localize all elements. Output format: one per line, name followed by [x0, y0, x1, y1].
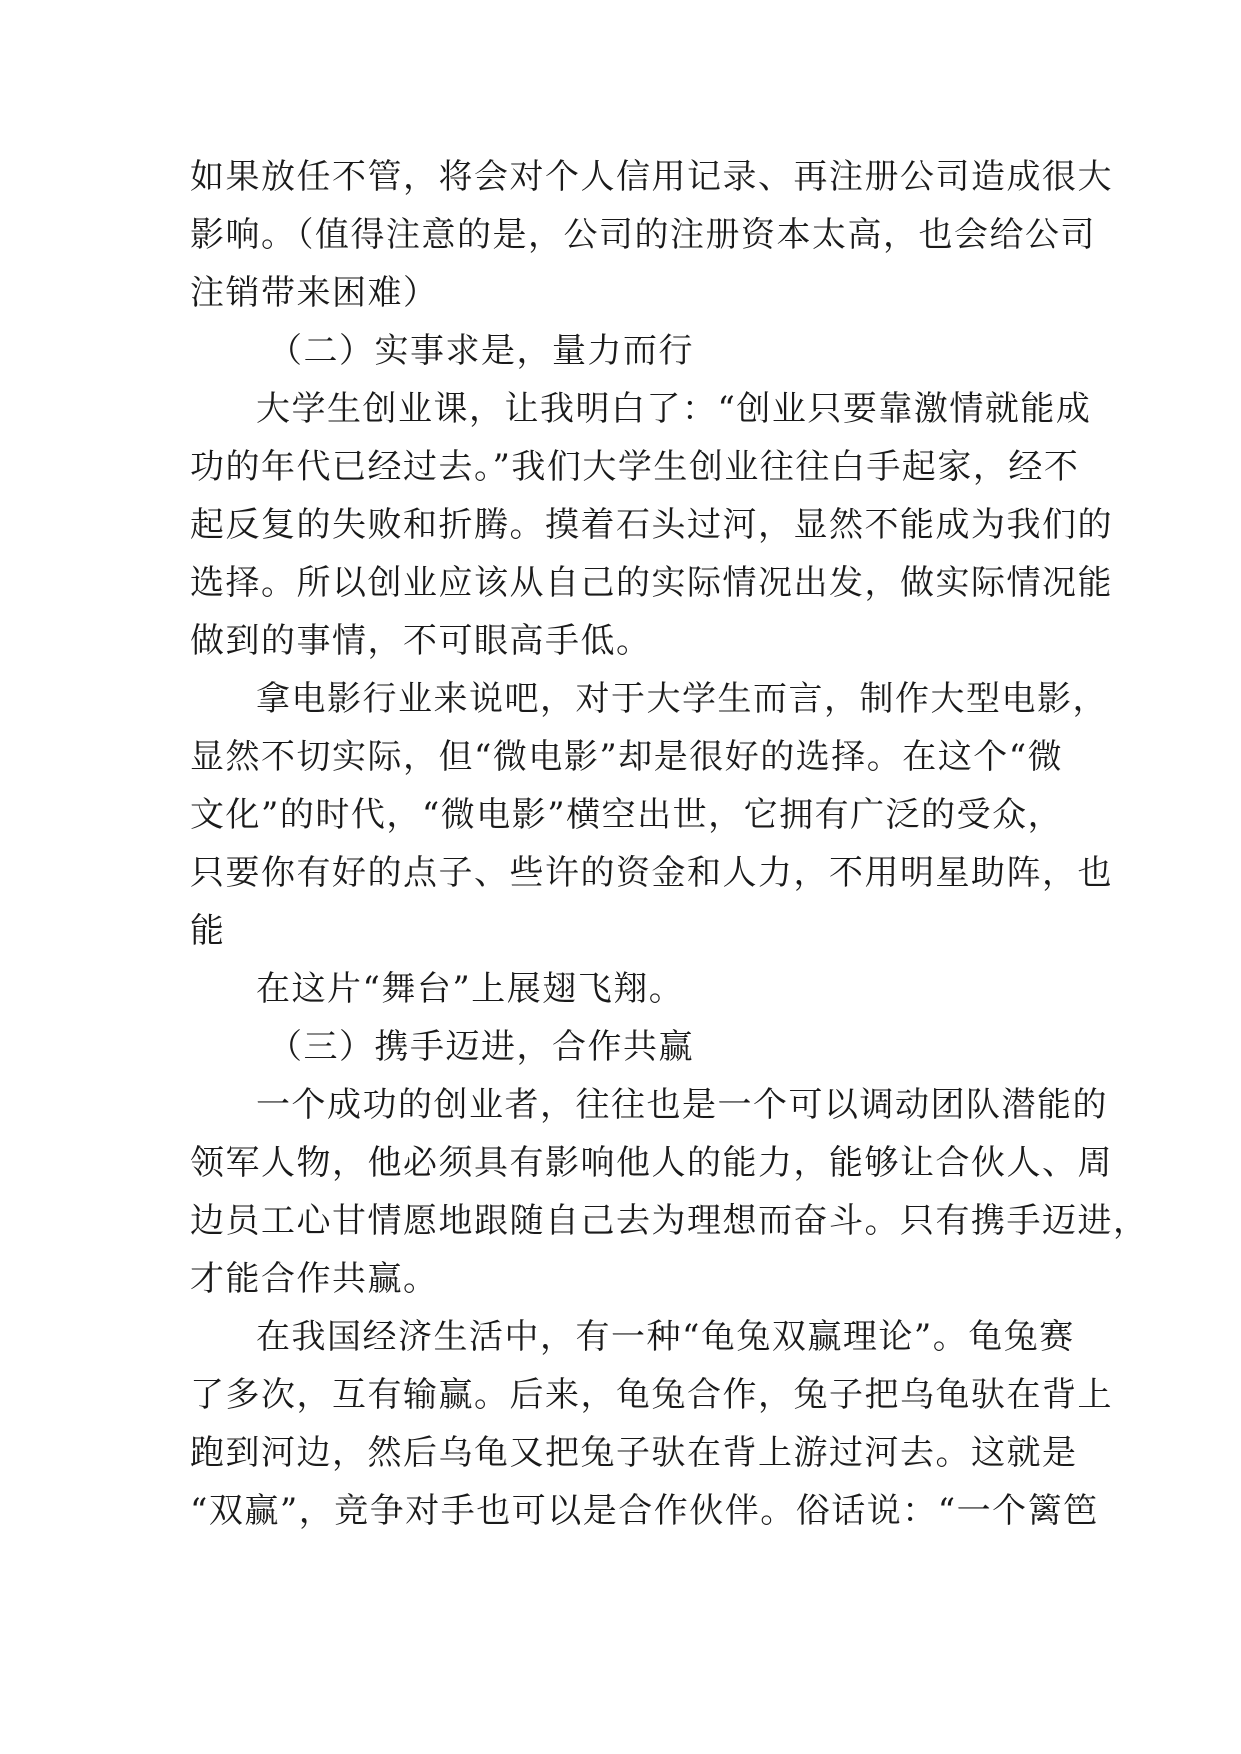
body-line: 注销带来困难） — [190, 273, 439, 313]
section-heading: （三）携手迈进，合作共赢 — [268, 1027, 694, 1067]
paragraph-first-line: 一个成功的创业者，往往也是一个可以调动团队潜能的 — [256, 1085, 1108, 1125]
paragraph-first-line: 拿电影行业来说吧，对于大学生而言，制作大型电影， — [256, 679, 1108, 719]
paragraph-first-line: 在这片“舞台”上展翅飞翔。 — [256, 969, 685, 1009]
document-body — [190, 148, 1149, 1540]
body-line: 了多次，互有输赢。后来，龟兔合作，兔子把乌龟驮在背上 — [190, 1375, 1113, 1415]
body-line: 才能合作共赢。 — [190, 1259, 439, 1299]
body-line: 选择。所以创业应该从自己的实际情况出发，做实际情况能 — [190, 563, 1113, 603]
body-line: 跑到河边，然后乌龟又把兔子驮在背上游过河去。这就是 — [190, 1433, 1078, 1473]
section-heading: （二）实事求是，量力而行 — [268, 331, 694, 371]
paragraph-first-line: 在我国经济生活中，有一种“龟兔双赢理论”。龟兔赛 — [256, 1317, 1075, 1357]
body-line: 起反复的失败和折腾。摸着石头过河，显然不能成为我们的 — [190, 505, 1113, 545]
body-line: 如果放任不管，将会对个人信用记录、再注册公司造成很大 — [190, 157, 1113, 197]
body-line: 做到的事情，不可眼高手低。 — [190, 621, 652, 661]
body-line: 只要你有好的点子、些许的资金和人力，不用明星助阵，也 — [190, 853, 1113, 893]
paragraph-first-line: 大学生创业课，让我明白了：“创业只要靠激情就能成 — [256, 389, 1092, 429]
body-line: 能 — [190, 911, 226, 951]
body-line: “双赢”，竞争对手也可以是合作伙伴。俗话说：“一个篱笆 — [190, 1491, 1099, 1531]
body-line: 影响。（值得注意的是，公司的注册资本太高，也会给公司 — [190, 215, 1096, 255]
body-line: 边员工心甘情愿地跟随自己去为理想而奋斗。只有携手迈进， — [190, 1201, 1149, 1241]
body-line: 显然不切实际，但“微电影”却是很好的选择。在这个“微 — [190, 737, 1064, 777]
body-line: 领军人物，他必须具有影响他人的能力，能够让合伙人、周 — [190, 1143, 1113, 1183]
body-line: 功的年代已经过去。”我们大学生创业往往白手起家，经不 — [190, 447, 1080, 487]
body-line: 文化”的时代，“微电影”横空出世，它拥有广泛的受众， — [190, 795, 1064, 835]
